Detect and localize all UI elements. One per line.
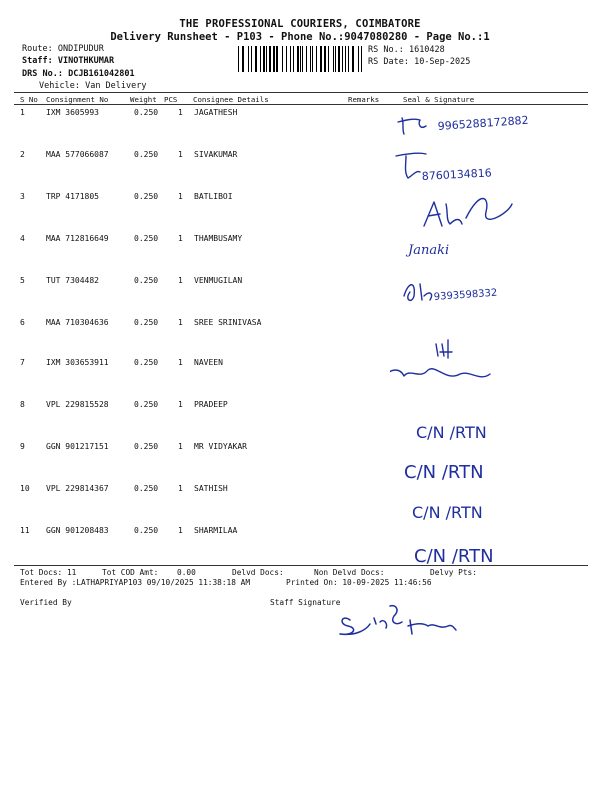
table-row-3-weight: 0.250 [134, 192, 159, 201]
drs-label: DRS No.: [22, 69, 63, 79]
non-delivered-docs-label: Non Delvd Docs: [314, 568, 385, 577]
total-docs-value: 11 [66, 568, 77, 577]
drs-line [22, 69, 135, 79]
total-docs [20, 568, 76, 577]
col-header-sno: S No [20, 95, 38, 104]
table-row-3-consignment: TRP 4171805 [46, 192, 99, 201]
table-row-2-sno: 2 [20, 150, 25, 159]
total-docs-label: Tot Docs: [20, 568, 63, 577]
table-row-9-weight: 0.250 [134, 442, 159, 451]
table-row-7-sno: 7 [20, 358, 25, 367]
table-row-6-consignment: MAA 710304636 [46, 318, 109, 327]
table-row-5-consignment: TUT 7304482 [46, 276, 99, 285]
vehicle-value: Van Delivery [85, 81, 147, 91]
table-row-1-pcs: 1 [178, 108, 183, 117]
rs-date-value: 10-Sep-2025 [414, 57, 471, 67]
table-row-7-weight: 0.250 [134, 358, 159, 367]
barcode [236, 46, 364, 72]
rs-no-value: 1610428 [408, 45, 445, 55]
col-header-consignee: Consignee Details [193, 95, 269, 104]
handwriting-row11: C/N /RTN [412, 503, 483, 522]
table-top-rule [14, 92, 588, 93]
delivered-docs-label: Delvd Docs: [232, 568, 284, 577]
table-row-10-pcs: 1 [178, 484, 183, 493]
handwriting-row9: C/N /RTN [416, 423, 487, 442]
col-header-remarks: Remarks [348, 95, 380, 104]
table-row-11-sno: 11 [20, 526, 30, 535]
table-row-11-consignment: GGN 901208483 [46, 526, 109, 535]
col-header-pcs: PCS [164, 95, 178, 104]
table-row-8-consignment: VPL 229815528 [46, 400, 109, 409]
table-bottom-rule [14, 565, 588, 566]
table-row-4-pcs: 1 [178, 234, 183, 243]
table-row-3-pcs: 1 [178, 192, 183, 201]
table-row-6-consignee: SREE SRINIVASA [194, 318, 262, 327]
printed-on: Printed On: 10-09-2025 11:46:56 [286, 578, 432, 587]
staff-signature-mark [336, 600, 466, 640]
vehicle-label: Vehicle: [39, 81, 80, 91]
table-row-8-weight: 0.250 [134, 400, 159, 409]
rs-no-label: RS No.: [368, 45, 404, 55]
table-row-5-pcs: 1 [178, 276, 183, 285]
table-row-4-consignee: THAMBUSAMY [194, 234, 243, 243]
entered-by: Entered By :LATHAPRIYAP103 09/10/2025 11:38:18 AM [20, 578, 251, 587]
route-line [22, 44, 104, 54]
vehicle-line [39, 81, 147, 91]
table-row-11-pcs: 1 [178, 526, 183, 535]
table-row-10-consignee: SATHISH [194, 484, 228, 493]
verified-by-label: Verified By [20, 598, 72, 607]
table-row-1-weight: 0.250 [134, 108, 159, 117]
total-cod [102, 568, 196, 577]
staff-line [22, 56, 114, 66]
table-row-5-sno: 5 [20, 276, 25, 285]
rs-no-line [368, 45, 445, 55]
col-header-weight: Weight [130, 95, 157, 104]
table-row-7-consignee: NAVEEN [194, 358, 223, 367]
staff-signature-label: Staff Signature [270, 598, 341, 607]
total-cod-value: 0.00 [177, 568, 196, 577]
table-row-9-consignment: GGN 901217151 [46, 442, 109, 451]
table-row-1-sno: 1 [20, 108, 25, 117]
document-title: THE PROFESSIONAL COURIERS, COIMBATORE [179, 18, 421, 30]
table-row-10-sno: 10 [20, 484, 30, 493]
drs-value: DCJB161042801 [68, 69, 135, 79]
table-row-8-consignee: PRADEEP [194, 400, 228, 409]
handwritten-signatures [390, 100, 590, 580]
table-row-8-sno: 8 [20, 400, 25, 409]
table-row-5-weight: 0.250 [134, 276, 159, 285]
handwriting-row2: 8760134816 [421, 166, 493, 183]
handwriting-row10: C/N /RTN [404, 462, 484, 483]
table-row-2-consignee: SIVAKUMAR [194, 150, 238, 159]
delivery-points-label: Delvy Pts: [430, 568, 477, 577]
table-row-9-consignee: MR VIDYAKAR [194, 442, 247, 451]
handwriting-row1: 9965288172882 [437, 113, 529, 133]
rs-date-line [368, 57, 470, 67]
table-row-7-pcs: 1 [178, 358, 183, 367]
table-row-3-consignee: BATLIBOI [194, 192, 233, 201]
rs-date-label: RS Date: [368, 57, 409, 67]
route-label: Route: [22, 44, 53, 54]
table-row-9-sno: 9 [20, 442, 25, 451]
handwriting-row12: C/N /RTN [414, 546, 494, 567]
table-row-8-pcs: 1 [178, 400, 183, 409]
staff-label: Staff: [22, 56, 53, 66]
table-row-6-pcs: 1 [178, 318, 183, 327]
table-row-11-consignee: SHARMILAA [194, 526, 238, 535]
table-row-6-weight: 0.250 [134, 318, 159, 327]
table-row-4-weight: 0.250 [134, 234, 159, 243]
table-row-9-pcs: 1 [178, 442, 183, 451]
table-row-4-consignment: MAA 712816649 [46, 234, 109, 243]
table-row-2-pcs: 1 [178, 150, 183, 159]
table-row-6-sno: 6 [20, 318, 25, 327]
handwriting-row5: 9393598332 [433, 287, 498, 303]
table-row-10-weight: 0.250 [134, 484, 159, 493]
document-subtitle: Delivery Runsheet - P103 - Phone No.:9047080280 - Page No.:1 [110, 31, 490, 43]
table-row-7-consignment: IXM 303653911 [46, 358, 109, 367]
table-row-3-sno: 3 [20, 192, 25, 201]
table-row-4-sno: 4 [20, 234, 25, 243]
total-cod-label: Tot COD Amt: [102, 568, 159, 577]
col-header-seal-signature: Seal & Signature [403, 95, 475, 104]
handwriting-row4: Janaki [408, 243, 450, 258]
table-row-2-weight: 0.250 [134, 150, 159, 159]
table-row-1-consignment: IXM 3605993 [46, 108, 99, 117]
route-value: ONDIPUDUR [57, 44, 104, 54]
table-row-10-consignment: VPL 229814367 [46, 484, 109, 493]
staff-value: VINOTHKUMAR [57, 56, 115, 66]
table-row-11-weight: 0.250 [134, 526, 159, 535]
col-header-consignment: Consignment No [46, 95, 109, 104]
table-row-1-consignee: JAGATHESH [194, 108, 238, 117]
table-row-5-consignee: VENMUGILAN [194, 276, 243, 285]
table-row-2-consignment: MAA 577066087 [46, 150, 109, 159]
